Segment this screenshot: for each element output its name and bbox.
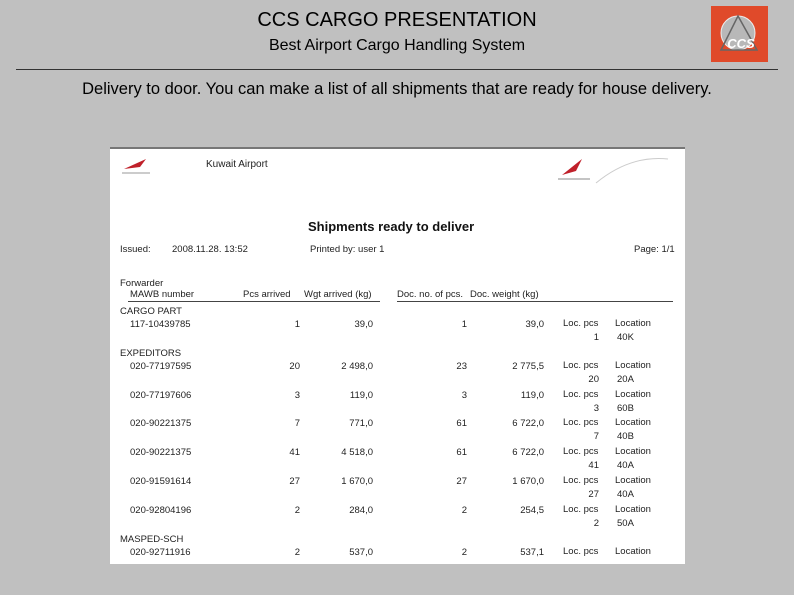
forwarder-name: EXPEDITORS	[120, 347, 182, 359]
cell-loc-pcs: 1	[593, 332, 599, 343]
cell-loc-pcs: 27	[588, 489, 599, 500]
cell-wgt-arrived: 1 670,0	[341, 476, 373, 487]
cell-pcs-arrived: 1	[294, 319, 300, 330]
cell-mawb: 117-10439785	[130, 319, 191, 330]
header-rule	[16, 69, 778, 70]
col-header-mawb: MAWB number	[130, 289, 195, 300]
forwarder-name: MASPED-SCH	[120, 533, 184, 545]
cell-doc-pcs: 2	[461, 504, 467, 516]
cell-location: 40A	[617, 460, 634, 472]
cell-doc-weight: 1 670,0	[512, 476, 544, 487]
cell-pcs-arrived: 2	[294, 504, 300, 516]
cell-doc-weight: 254,5	[520, 504, 544, 516]
cell-location: 60B	[617, 402, 634, 414]
col-header-wgt-arrived: Wgt arrived (kg)	[304, 289, 372, 300]
cell-wgt-arrived: 284,0	[349, 504, 373, 516]
issued-value: 2008.11.28. 13:52	[172, 244, 248, 255]
cell-mawb: 020-90221375	[130, 418, 192, 430]
cell-location: 40K	[617, 332, 634, 343]
cell-location: 20A	[617, 373, 634, 385]
cell-mawb: 020-77197606	[130, 389, 192, 401]
cell-loc-pcs: 20	[588, 373, 599, 385]
cell-mawb: 020-92711916	[130, 546, 191, 558]
cell-doc-pcs: 3	[461, 389, 467, 401]
cell-pcs-arrived: 7	[294, 418, 300, 430]
cell-doc-pcs: 1	[461, 319, 467, 330]
ccs-logo	[711, 6, 768, 62]
cell-pcs-arrived: 27	[289, 476, 300, 487]
cell-mawb: 020-91591614	[130, 476, 192, 487]
cell-doc-weight: 2 775,5	[512, 360, 544, 372]
col-header-doc-weight: Doc. weight (kg)	[470, 289, 539, 300]
location-label: Location	[615, 417, 651, 429]
col-header-pcs-arrived: Pcs arrived	[243, 289, 291, 300]
col-header-forwarder: Forwarder	[120, 278, 164, 289]
cell-loc-pcs: 3	[593, 402, 599, 414]
location-label: Location	[615, 388, 651, 400]
issued-label: Issued:	[120, 244, 151, 255]
location-label: Location	[615, 446, 651, 458]
report-screenshot	[110, 147, 685, 564]
loc-pcs-label: Loc. pcs	[563, 475, 599, 486]
page-number: Page: 1/1	[634, 244, 675, 255]
cell-location: 40A	[617, 489, 634, 500]
location-label: Location	[615, 545, 651, 557]
cell-wgt-arrived: 4 518,0	[341, 447, 373, 459]
cell-wgt-arrived: 119,0	[349, 389, 373, 401]
cell-mawb: 020-90221375	[130, 447, 192, 459]
cell-loc-pcs: 2	[593, 517, 599, 529]
cell-doc-weight: 39,0	[525, 319, 544, 330]
loc-pcs-label: Loc. pcs	[563, 417, 599, 429]
cell-wgt-arrived: 2 498,0	[341, 360, 373, 372]
page-title: CCS CARGO PRESENTATION	[257, 9, 537, 31]
airport-logo-icon	[120, 155, 152, 177]
cell-location: 50A	[617, 517, 634, 529]
cell-wgt-arrived: 537,0	[349, 546, 373, 558]
loc-pcs-label: Loc. pcs	[563, 318, 599, 329]
cell-wgt-arrived: 39,0	[354, 319, 373, 330]
cell-doc-pcs: 27	[456, 476, 467, 487]
cell-pcs-arrived: 20	[289, 360, 300, 372]
loc-pcs-label: Loc. pcs	[563, 446, 599, 458]
cell-doc-weight: 6 722,0	[512, 418, 544, 430]
col-header-rule	[397, 301, 673, 302]
cell-doc-pcs: 61	[456, 447, 467, 459]
report-title: Shipments ready to deliver	[308, 219, 475, 234]
cell-pcs-arrived: 3	[294, 389, 300, 401]
col-header-doc-pcs: Doc. no. of pcs.	[397, 289, 464, 300]
loc-pcs-label: Loc. pcs	[563, 545, 599, 557]
cell-doc-weight: 537,1	[520, 546, 544, 558]
loc-pcs-label: Loc. pcs	[563, 359, 599, 371]
printed-by: Printed by: user 1	[310, 244, 385, 255]
cell-loc-pcs: 41	[588, 460, 599, 472]
loc-pcs-label: Loc. pcs	[563, 503, 599, 515]
forwarder-name: CARGO PART	[120, 306, 182, 317]
page-subtitle: Best Airport Cargo Handling System	[268, 37, 526, 54]
location-label: Location	[615, 359, 651, 371]
report-border	[110, 147, 685, 149]
cell-pcs-arrived: 2	[294, 546, 300, 558]
airline-logo-icon	[550, 153, 670, 185]
cell-doc-pcs: 61	[456, 418, 467, 430]
airport-name: Kuwait Airport	[206, 159, 268, 170]
slide-description: Delivery to door. You can make a list of all shipments that are ready for house delivery.	[82, 80, 712, 98]
location-label: Location	[615, 503, 651, 515]
cell-mawb: 020-92804196	[130, 504, 192, 516]
location-label: Location	[615, 475, 651, 486]
cell-wgt-arrived: 771,0	[349, 418, 373, 430]
cell-location: 40B	[617, 431, 634, 443]
logo-text: CCS	[727, 36, 755, 51]
loc-pcs-label: Loc. pcs	[563, 388, 599, 400]
cell-loc-pcs: 7	[593, 431, 599, 443]
cell-doc-weight: 6 722,0	[512, 447, 544, 459]
cell-mawb: 020-77197595	[130, 360, 192, 372]
cell-doc-weight: 119,0	[520, 389, 544, 401]
col-header-rule	[128, 301, 380, 302]
location-label: Location	[615, 318, 651, 329]
cell-doc-pcs: 2	[461, 546, 467, 558]
cell-doc-pcs: 23	[456, 360, 467, 372]
cell-pcs-arrived: 41	[289, 447, 300, 459]
